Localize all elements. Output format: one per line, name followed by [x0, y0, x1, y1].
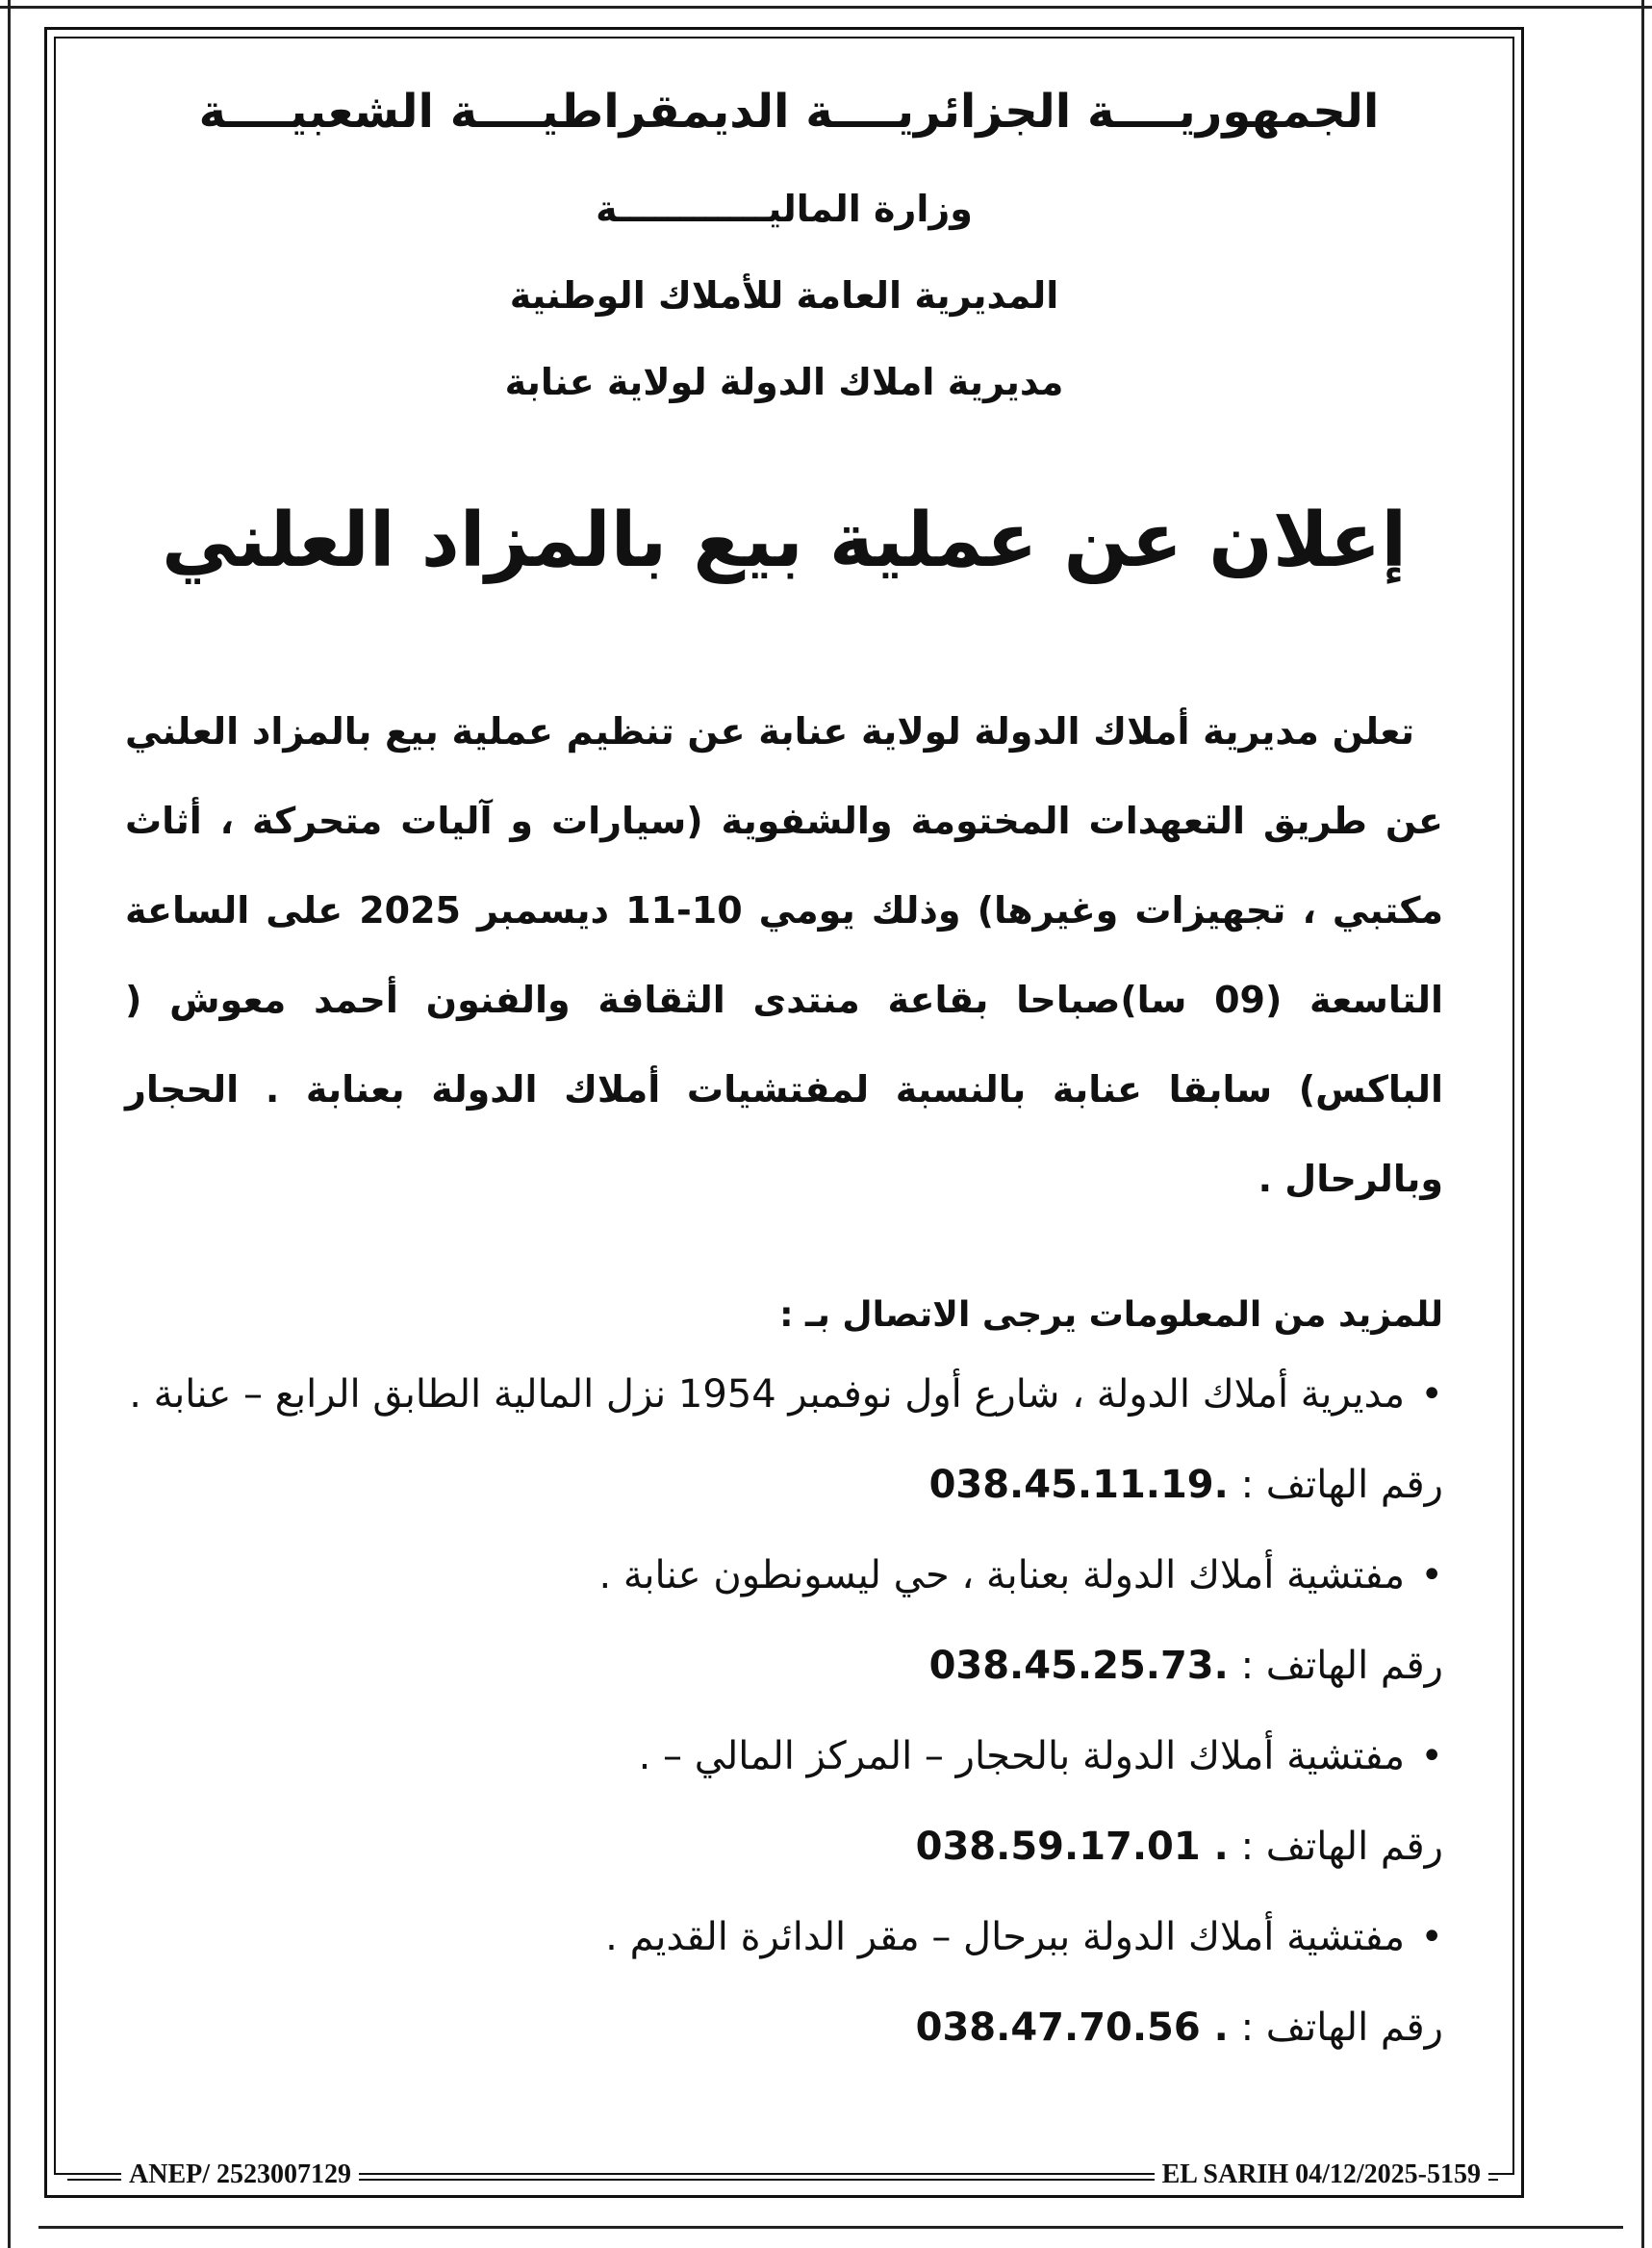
phone-label: رقم الهاتف : — [1240, 1825, 1443, 1869]
page-edge-right — [1641, 0, 1652, 2248]
contact-item — [125, 1892, 1443, 2073]
notice-content — [125, 58, 1443, 2073]
phone-number: 038.45.25.73. — [928, 1644, 1229, 1688]
contact-phone-line — [125, 1801, 1443, 1892]
contact-phone-line — [125, 1621, 1443, 1711]
notice-footer — [67, 2156, 1498, 2194]
anep-reference: ANEP/ 2523007129 — [121, 2159, 359, 2190]
republic-heading: الجمهوريــــة الجزائريــــة الديمقراطيــــة الشعبيــــة — [198, 85, 1380, 139]
bullet-icon: • — [1420, 1553, 1443, 1597]
contact-address-line — [125, 1892, 1443, 1982]
contact-phone-line — [125, 1440, 1443, 1530]
directorate-heading: مديرية املاك الدولة لولاية عنابة — [504, 361, 1064, 403]
phone-label: رقم الهاتف : — [1240, 1644, 1443, 1688]
notice-body: تعلن مديرية أملاك الدولة لولاية عنابة عن تنظيم عملية بيع بالمزاد العلني عن طريق التعهدات المختومة والشفوية (سيارات و آليات متحركة ، أثاث مكتبي ، تجهيزات وغيرها) وذلك يومي 10-11 ديسمبر 2025 على الساعة التاسعة (09 سا)صباحا بقاعة منتدى الثقافة والفنون أحمد معوش ( الباكس) سابقا عنابة بالنسبة لمفتشيات أملاك الدولة بعنابة . الحجار وبالرحال . — [125, 710, 1443, 1200]
contact-address-line — [125, 1530, 1443, 1621]
phone-number: 038.45.11.19. — [928, 1463, 1229, 1507]
directorate-general-heading: المديرية العامة للأملاك الوطنية — [509, 274, 1059, 317]
contact-phone-line — [125, 1982, 1443, 2073]
contact-item — [125, 1530, 1443, 1711]
notice-title: إعلان عن عملية بيع بالمزاد العلني — [161, 498, 1408, 584]
contact-address: مفتشية أملاك الدولة بالحجار – المركز المالي – . — [638, 1734, 1405, 1778]
contact-address: مفتشية أملاك الدولة بعنابة ، حي ليسونطون عنابة . — [598, 1553, 1405, 1597]
bullet-icon: • — [1420, 1915, 1443, 1959]
contact-address-line — [125, 1711, 1443, 1801]
contact-address-line — [125, 1349, 1443, 1440]
contact-item — [125, 1349, 1443, 1530]
contact-intro: للمزيد من المعلومات يرجى الاتصال بـ : — [779, 1295, 1443, 1335]
phone-label: رقم الهاتف : — [1240, 1463, 1443, 1507]
contact-item — [125, 1711, 1443, 1892]
phone-label: رقم الهاتف : — [1240, 2005, 1443, 2050]
publication-reference: EL SARIH 04/12/2025-5159 — [1155, 2159, 1488, 2190]
page-edge-left — [0, 0, 11, 2248]
bullet-icon: • — [1420, 1734, 1443, 1778]
contact-address: مديرية أملاك الدولة ، شارع أول نوفمبر 1954 نزل المالية الطابق الرابع – عنابة . — [129, 1372, 1405, 1417]
phone-number: 038.47.70.56 . — [915, 2005, 1229, 2050]
contact-list — [125, 1349, 1443, 2073]
contact-address: مفتشية أملاك الدولة ببرحال – مقر الدائرة القديم . — [605, 1915, 1405, 1959]
page-edge-bottom — [38, 2226, 1623, 2242]
ministry-heading: وزارة الماليــــــــــــة — [596, 188, 973, 230]
phone-number: 038.59.17.01 . — [915, 1825, 1229, 1869]
bullet-icon: • — [1420, 1372, 1443, 1417]
page-edge-top — [0, 0, 1652, 9]
